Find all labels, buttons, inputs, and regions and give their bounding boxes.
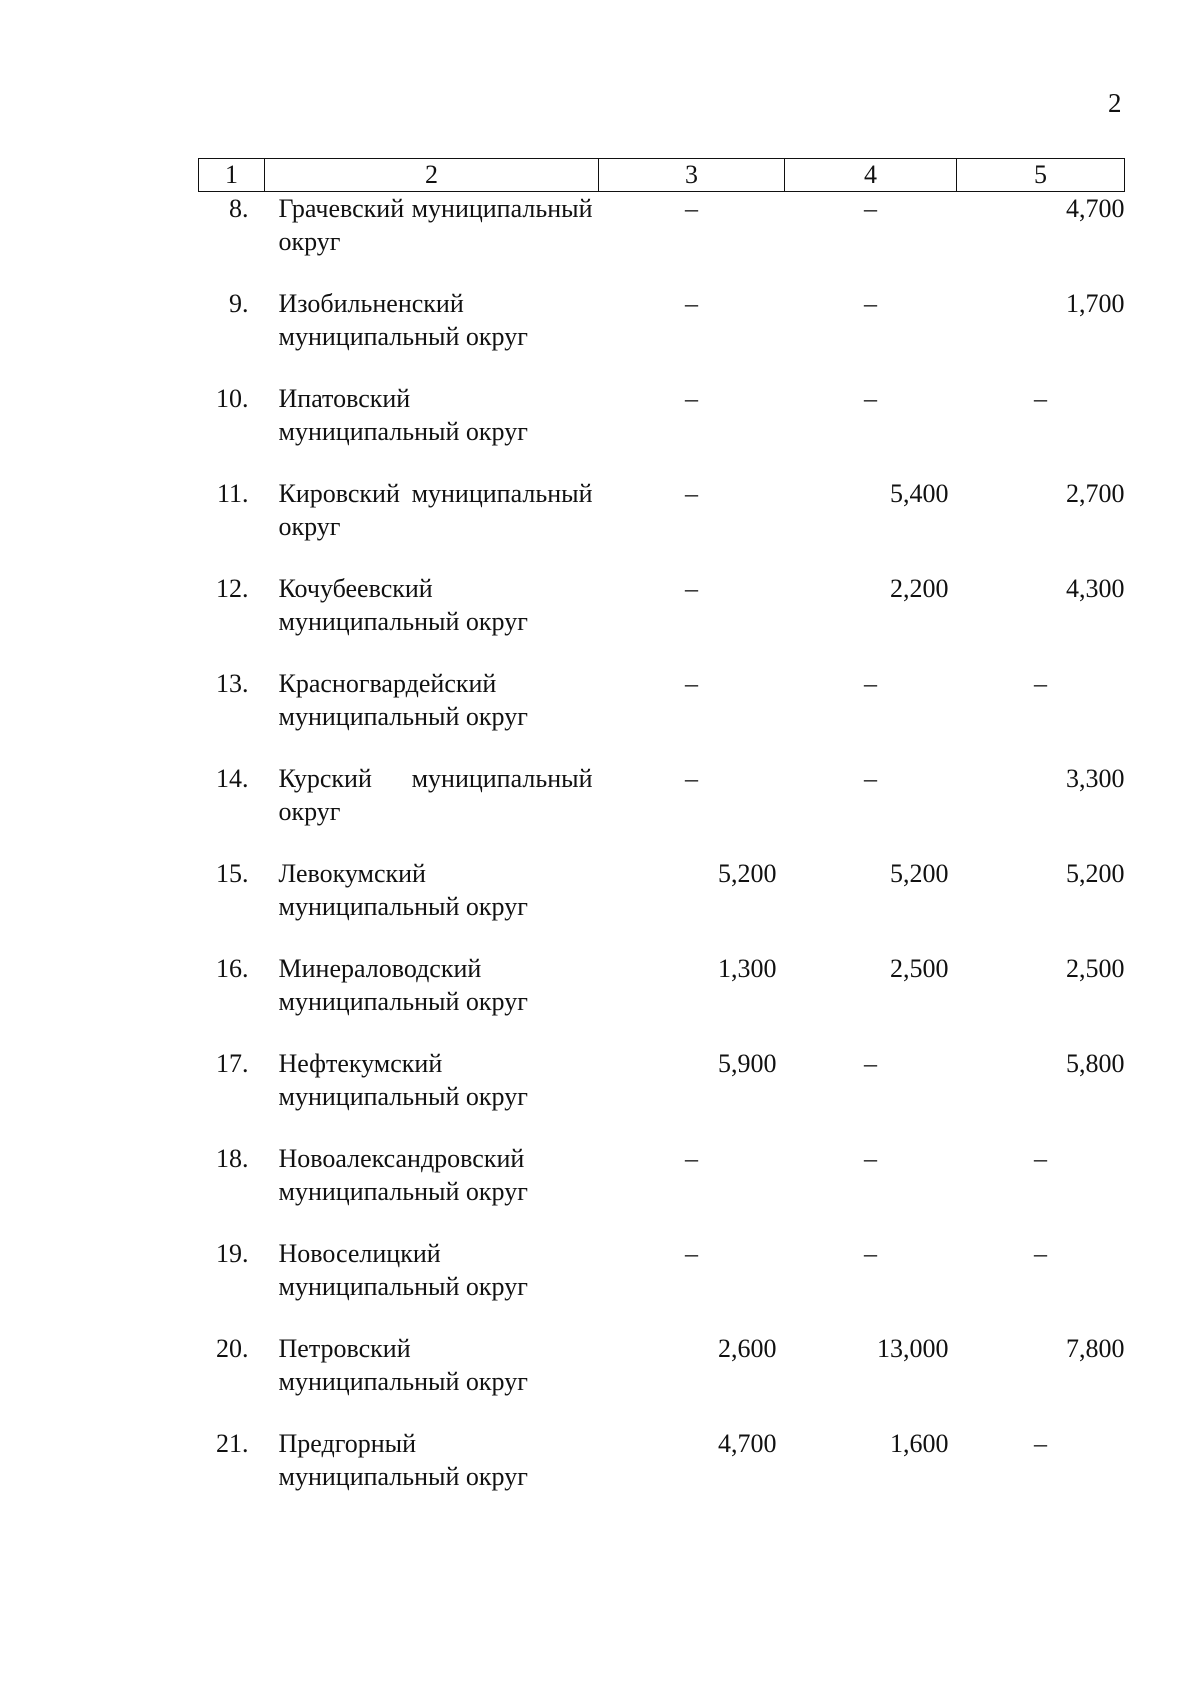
district-name: Минераловодский муниципальный округ bbox=[278, 953, 528, 1016]
row-number: 21. bbox=[216, 1428, 249, 1458]
value-col-3: 5,900 bbox=[718, 1048, 777, 1078]
value-col-3: – bbox=[685, 288, 698, 318]
row-number: 18. bbox=[216, 1143, 249, 1173]
value-col-5: 2,500 bbox=[1066, 953, 1125, 983]
value-col-3: 5,200 bbox=[718, 858, 777, 888]
row-number: 10. bbox=[216, 383, 249, 413]
value-col-5: 4,700 bbox=[1066, 194, 1125, 223]
district-name: Петровский муниципальный округ bbox=[278, 1333, 528, 1396]
table-row bbox=[199, 572, 1125, 667]
row-number: 12. bbox=[216, 573, 249, 603]
value-col-5: 2,700 bbox=[1066, 478, 1125, 508]
column-header: 2 bbox=[265, 159, 599, 192]
value-col-5: 3,300 bbox=[1066, 763, 1125, 793]
table-row bbox=[199, 1427, 1125, 1522]
district-name: Предгорный муниципальный округ bbox=[278, 1428, 528, 1491]
value-col-4: 13,000 bbox=[877, 1333, 949, 1363]
value-col-3: – bbox=[685, 194, 698, 223]
district-name: Грачевский муниципальный округ bbox=[278, 194, 593, 256]
table-row bbox=[199, 857, 1125, 952]
page-number: 2 bbox=[1108, 88, 1122, 118]
value-col-5: – bbox=[1034, 668, 1047, 698]
district-name: Кочубеевский муниципальный округ bbox=[278, 573, 528, 636]
data-table bbox=[198, 158, 1125, 1522]
district-name: Нефтекумский муниципальный округ bbox=[278, 1048, 528, 1111]
value-col-4: – bbox=[864, 1238, 877, 1268]
row-number: 9. bbox=[229, 288, 249, 318]
row-number: 15. bbox=[216, 858, 249, 888]
district-name: Левокумский муниципальный округ bbox=[278, 858, 528, 921]
value-col-3: 1,300 bbox=[718, 953, 777, 983]
district-name: Ипатовский муниципальный округ bbox=[278, 383, 528, 446]
value-col-4: 2,500 bbox=[890, 953, 949, 983]
table-row bbox=[199, 1047, 1125, 1142]
row-number: 17. bbox=[216, 1048, 249, 1078]
value-col-4: 1,600 bbox=[890, 1428, 949, 1458]
column-header: 5 bbox=[957, 159, 1125, 192]
value-col-4: – bbox=[864, 1048, 877, 1078]
district-name: Красногвардейский муниципальный округ bbox=[278, 668, 528, 731]
district-name: Курский муниципальный округ bbox=[278, 763, 593, 826]
value-col-5: 5,800 bbox=[1066, 1048, 1125, 1078]
table-row bbox=[199, 952, 1125, 1047]
value-col-4: 2,200 bbox=[890, 573, 949, 603]
value-col-4: – bbox=[864, 194, 877, 223]
value-col-5: – bbox=[1034, 383, 1047, 413]
table-row bbox=[199, 287, 1125, 382]
value-col-3: – bbox=[685, 763, 698, 793]
value-col-3: – bbox=[685, 573, 698, 603]
value-col-3: 4,700 bbox=[718, 1428, 777, 1458]
value-col-4: – bbox=[864, 668, 877, 698]
value-col-5: – bbox=[1034, 1143, 1047, 1173]
row-number: 13. bbox=[216, 668, 249, 698]
table-row bbox=[199, 1237, 1125, 1332]
value-col-4: – bbox=[864, 383, 877, 413]
row-number: 16. bbox=[216, 953, 249, 983]
table-body bbox=[199, 192, 1125, 1522]
value-col-4: 5,400 bbox=[890, 478, 949, 508]
value-col-3: – bbox=[685, 1238, 698, 1268]
value-col-5: – bbox=[1034, 1428, 1047, 1458]
table-row bbox=[199, 667, 1125, 762]
table-row bbox=[199, 382, 1125, 477]
value-col-3: – bbox=[685, 478, 698, 508]
value-col-3: – bbox=[685, 668, 698, 698]
table-header-row bbox=[199, 159, 1125, 192]
table-row bbox=[199, 192, 1125, 287]
value-col-3: 2,600 bbox=[718, 1333, 777, 1363]
row-number: 11. bbox=[216, 478, 249, 508]
table-row bbox=[199, 1332, 1125, 1427]
value-col-4: 5,200 bbox=[890, 858, 949, 888]
row-number: 19. bbox=[216, 1238, 249, 1268]
table-row bbox=[199, 477, 1125, 572]
row-number: 14. bbox=[216, 763, 249, 793]
district-name: Новоселицкий муниципальный округ bbox=[278, 1238, 528, 1301]
value-col-4: – bbox=[864, 1143, 877, 1173]
district-name: Изобильненский муниципальный округ bbox=[278, 288, 528, 351]
column-header: 4 bbox=[785, 159, 957, 192]
value-col-5: 5,200 bbox=[1066, 858, 1125, 888]
column-header: 1 bbox=[199, 159, 265, 192]
value-col-4: – bbox=[864, 288, 877, 318]
row-number: 20. bbox=[216, 1333, 249, 1363]
value-col-4: – bbox=[864, 763, 877, 793]
table-row bbox=[199, 762, 1125, 857]
district-name: Кировский муниципальный округ bbox=[278, 478, 593, 541]
value-col-5: 1,700 bbox=[1066, 288, 1125, 318]
table-row bbox=[199, 1142, 1125, 1237]
value-col-3: – bbox=[685, 383, 698, 413]
value-col-5: 7,800 bbox=[1066, 1333, 1125, 1363]
row-number: 8. bbox=[229, 194, 249, 223]
value-col-5: 4,300 bbox=[1066, 573, 1125, 603]
column-header: 3 bbox=[599, 159, 785, 192]
value-col-5: – bbox=[1034, 1238, 1047, 1268]
value-col-3: – bbox=[685, 1143, 698, 1173]
district-name: Новоалександровский муниципальный округ bbox=[278, 1143, 528, 1206]
